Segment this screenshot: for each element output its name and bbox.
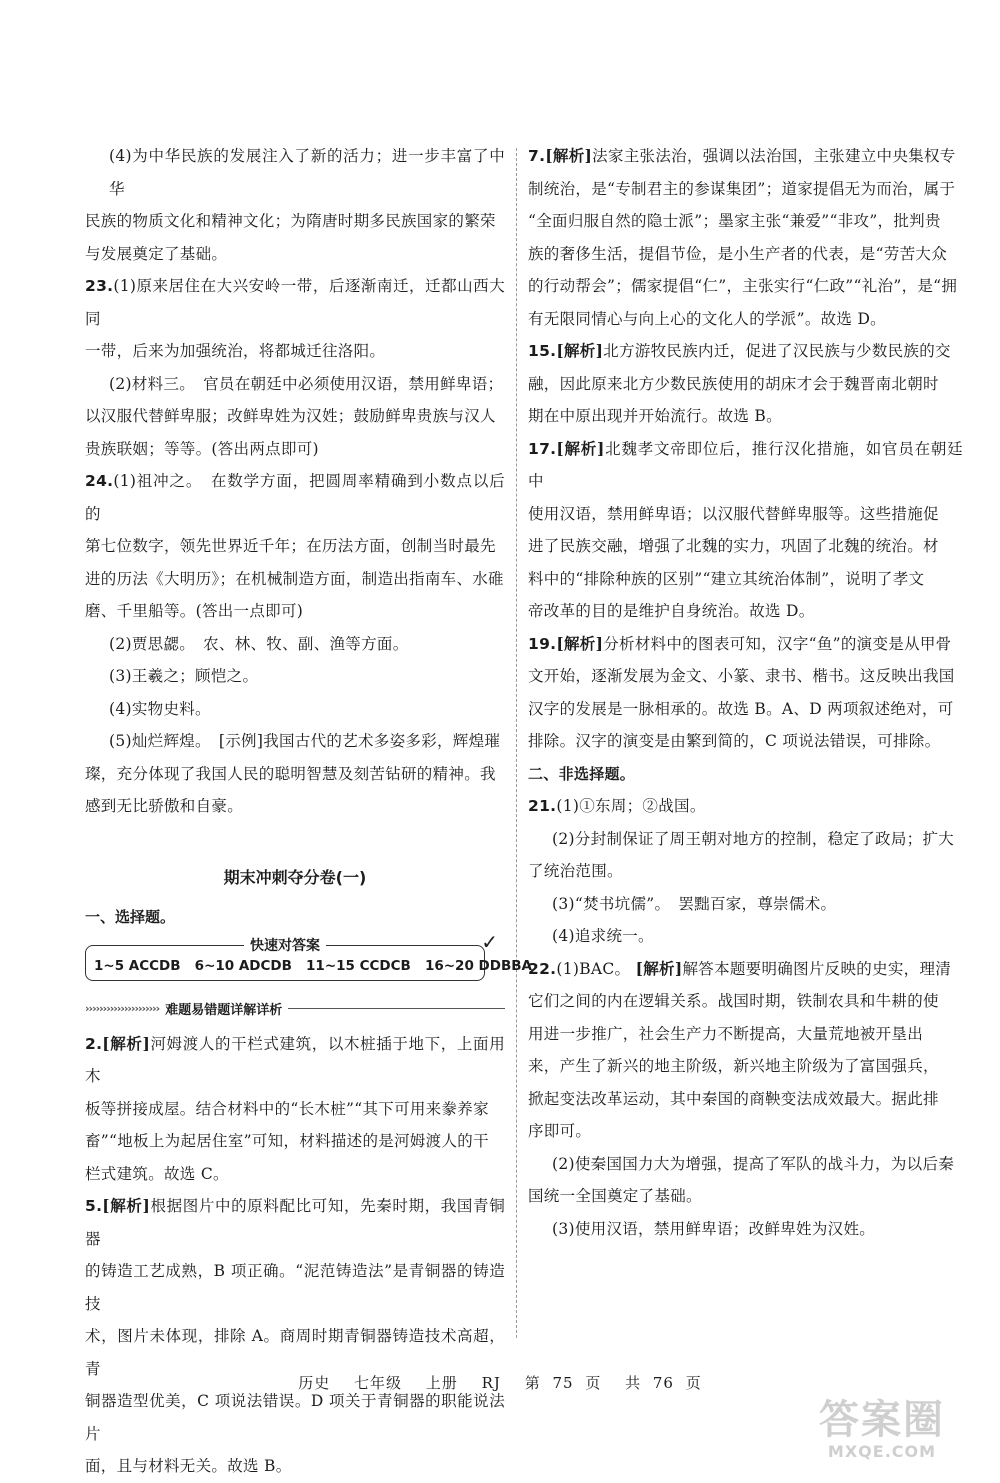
- text-line: 的行动帮会”；儒家提倡“仁”，主张实行“仁政”“礼治”，是“拥: [528, 277, 958, 295]
- analysis-tag: [解析]: [556, 341, 604, 360]
- analysis-tag: [解析]: [556, 633, 604, 653]
- q22-part4-answer: [85, 140, 505, 270]
- text-line: (3)使用汉语，禁用鲜卑语；改鲜卑姓为汉姓。: [552, 1219, 876, 1238]
- text-line: 序即可。: [528, 1122, 592, 1140]
- text-line: (4)为中华民族的发展注入了新的活力；进一步丰富了中华: [109, 147, 505, 198]
- question-17-analysis: [528, 433, 963, 628]
- question-number: 19.: [528, 634, 557, 653]
- text-line: (2)材料三。 官员在朝廷中必须使用汉语，禁用鲜卑语；: [109, 374, 504, 393]
- question-number: 17.: [528, 439, 557, 458]
- analysis-tag: [解析]: [635, 958, 683, 978]
- page-footer: [0, 1372, 1000, 1393]
- text-line: 第七位数字，领先世界近千年；在历法方面，创制当时最先: [85, 537, 496, 555]
- text-line: 进了民族交融，增强了北魏的实力，巩固了北魏的统治。材: [528, 537, 939, 555]
- text-line: 制统治，是“专制君主的参谋集团”；道家提倡无为而治，属于: [528, 179, 956, 198]
- text-line: (2)贾思勰。 农、林、牧、副、渔等方面。: [109, 634, 409, 653]
- text-line: (1)原来居住在大兴安岭一带，后逐渐南迁，迁都山西大同: [85, 277, 505, 328]
- text-line: 了统治范围。: [528, 862, 623, 880]
- text-line: 融，因此原来北方少数民族使用的胡床才会于魏晋南北朝时: [528, 374, 939, 393]
- text-line: 璨，充分体现了我国人民的聪明智慧及刻苦钻研的精神。我: [85, 764, 496, 783]
- text-line: 料中的“排除种族的区别”“建立其统治体制”，说明了孝文: [528, 569, 925, 588]
- text-line: 磨、千里船等。(答出一点即可): [85, 602, 304, 620]
- question-number: 22.: [528, 959, 557, 978]
- footer-total-pages: 共 76 页: [625, 1374, 702, 1392]
- text-line: (5)灿烂辉煌。 [示例]我国古代的艺术多姿多彩，辉煌璀: [109, 732, 501, 750]
- question-number: 24.: [85, 472, 114, 490]
- section-heading-nonchoice: 二、非选择题。: [528, 764, 636, 783]
- text-line: 国统一全国奠定了基础。: [528, 1187, 702, 1205]
- text-line: 法家主张法治，强调以法治国，主张建立中央集权专: [592, 147, 956, 165]
- analysis-tag: [解析]: [102, 1196, 151, 1215]
- text-line: (4)追求统一。: [552, 927, 654, 945]
- left-column: [85, 140, 532, 1483]
- watermark-logo: [782, 1398, 982, 1470]
- column-divider: [516, 148, 517, 1338]
- section-heading-choice: 一、选择题。: [85, 907, 176, 926]
- question-number: 23.: [85, 277, 114, 295]
- quick-answer-box: [85, 929, 532, 981]
- divider-line: [288, 1008, 505, 1009]
- text-line: (1)①东周；②战国。: [556, 797, 706, 815]
- text-line: 有无限同情心与向上心的文化人的学派”。故选 D。: [528, 309, 886, 328]
- right-column: [528, 140, 963, 1245]
- text-line: 的铸造工艺成熟，B 项正确。“泥范铸造法”是青铜器的铸造技: [85, 1262, 505, 1313]
- text-line: 掀起变法改革运动，其中秦国的商鞅变法成效最大。据此排: [528, 1089, 939, 1108]
- answer-group: 11~15 CCDCB: [306, 957, 411, 974]
- arrows-decoration-icon: ›››››››››››››››››››››: [85, 1001, 160, 1015]
- text-line: 畜”“地板上为起居住室”可知，材料描述的是河姆渡人的干: [85, 1132, 489, 1150]
- question-number: 5.: [85, 1197, 103, 1215]
- text-line: 文开始，逐渐发展为金文、小篆、隶书、楷书。这反映出我国: [528, 667, 955, 685]
- footer-term: 上册: [425, 1374, 458, 1392]
- question-number: 2.: [85, 1034, 103, 1053]
- text-line: 与发展奠定了基础。: [85, 244, 228, 263]
- footer-subject: 历史: [298, 1374, 331, 1392]
- text-line: 贵族联姻；等等。(答出两点即可): [85, 439, 319, 458]
- question-number: 21.: [528, 797, 557, 815]
- text-line: (3)“焚书坑儒”。 罢黜百家，尊崇儒术。: [552, 894, 837, 913]
- text-line: 使用汉语，禁用鲜卑语；以汉服代替鲜卑服等。这些措施促: [528, 504, 939, 523]
- question-24: [85, 465, 505, 823]
- detail-analysis-header: [85, 999, 505, 1018]
- text-line: 栏式建筑。故选 C。: [85, 1164, 229, 1183]
- answer-group: 16~20 DDBBA: [424, 957, 532, 974]
- question-7-analysis: [528, 140, 963, 335]
- text-line: 感到无比骄傲和自豪。: [85, 797, 244, 815]
- text-line: (1)祖冲之。 在数学方面，把圆周率精确到小数点以后的: [85, 472, 505, 523]
- watermark-logo-text: 答案圈: [819, 1397, 945, 1443]
- text-line: 一带，后来为加强统治，将都城迁往洛阳。: [85, 342, 386, 360]
- footer-page-number: 第 75 页: [524, 1374, 602, 1392]
- text-line: 北魏孝文帝即位后，推行汉化措施，如官员在朝廷中: [528, 439, 963, 490]
- text-line: 术，图片未体现，排除 A。商周时期青铜器铸造技术高超，青: [85, 1327, 505, 1378]
- text-line: 汉字的发展是一脉相承的。故选 B。A、D 两项叙述绝对，可: [528, 699, 954, 718]
- detail-analysis-label: 难题易错题详解详析: [165, 1002, 283, 1018]
- question-5-analysis: [85, 1190, 505, 1483]
- text-line: 分析材料中的图表可知，汉字“鱼”的演变是从甲骨: [603, 634, 952, 653]
- footer-grade: 七年级: [354, 1374, 403, 1392]
- analysis-tag: [解析]: [102, 1033, 151, 1053]
- text-line: 河姆渡人的干栏式建筑，以木桩插于地下，上面用木: [85, 1034, 505, 1085]
- footer-edition: RJ: [481, 1374, 501, 1392]
- text-line: (1)BAC。: [556, 959, 631, 978]
- text-line: 根据图片中的原料配比可知，先秦时期，我国青铜器: [85, 1197, 505, 1248]
- text-line: (4)实物史料。: [109, 699, 211, 718]
- text-line: 它们之间的内在逻辑关系。战国时期，铁制农具和牛耕的使: [528, 992, 939, 1010]
- text-line: 以汉服代替鲜卑服；改鲜卑姓为汉姓；鼓励鲜卑贵族与汉人: [85, 407, 496, 425]
- question-number: 7.: [528, 147, 546, 165]
- text-line: (2)使秦国国力大为增强，提高了军队的战斗力，为以后秦: [552, 1154, 955, 1173]
- question-22: [528, 953, 963, 1246]
- text-line: 铜器造型优美，C 项说法错误。D 项关于青铜器的职能说法片: [85, 1392, 505, 1443]
- text-line: 进的历法《大明历》；在机械制造方面，制造出指南车、水碓: [85, 569, 504, 588]
- analysis-tag: [解析]: [556, 438, 605, 458]
- text-line: 板等拼接成屋。结合材料中的“长木桩”“其下可用来豢养家: [85, 1099, 489, 1118]
- analysis-tag: [解析]: [545, 146, 593, 165]
- answer-group: 1~5 ACCDB: [94, 957, 181, 974]
- text-line: 解答本题要明确图片反映的史实，理清: [682, 959, 952, 978]
- quick-answer-title: 快速对答案: [244, 935, 326, 955]
- text-line: “全面归服自然的隐士派”；墨家主张“兼爱”“非攻”，批判贵: [528, 212, 941, 230]
- text-line: 族的奢侈生活，提倡节俭，是小生产者的代表，是“劳苦大众: [528, 244, 948, 263]
- text-line: 排除。汉字的演变是由繁到简的，C 项说法错误，可排除。: [528, 732, 941, 750]
- question-23: [85, 270, 505, 465]
- text-line: (3)王羲之；顾恺之。: [109, 667, 259, 685]
- text-line: 帝改革的目的是维护自身统治。故选 D。: [528, 602, 815, 620]
- watermark-url: MXQE.COM: [827, 1442, 937, 1461]
- text-line: 面，且与材料无关。故选 B。: [85, 1457, 292, 1475]
- section-title: 期末冲刺夺分卷(一): [223, 867, 367, 887]
- text-line: 用进一步推广，社会生产力不断提高，大量荒地被开垦出: [528, 1024, 924, 1043]
- question-19-analysis: [528, 628, 963, 758]
- text-line: (2)分封制保证了周王朝对地方的控制，稳定了政局；扩大: [552, 829, 955, 848]
- text-line: 民族的物质文化和精神文化；为隋唐时期多民族国家的繁荣: [85, 212, 496, 230]
- question-2-analysis: [85, 1028, 505, 1191]
- text-line: 北方游牧民族内迁，促进了汉民族与少数民族的交: [603, 342, 951, 360]
- question-15-analysis: [528, 335, 963, 433]
- check-icon: ✓: [481, 929, 498, 954]
- text-line: 期在中原出现并开始流行。故选 B。: [528, 407, 782, 425]
- question-number: 15.: [528, 342, 557, 360]
- answer-group: 6~10 ADCDB: [194, 957, 292, 974]
- question-21: [528, 790, 963, 953]
- text-line: 来，产生了新兴的地主阶级，新兴地主阶级为了富国强兵，: [528, 1057, 939, 1075]
